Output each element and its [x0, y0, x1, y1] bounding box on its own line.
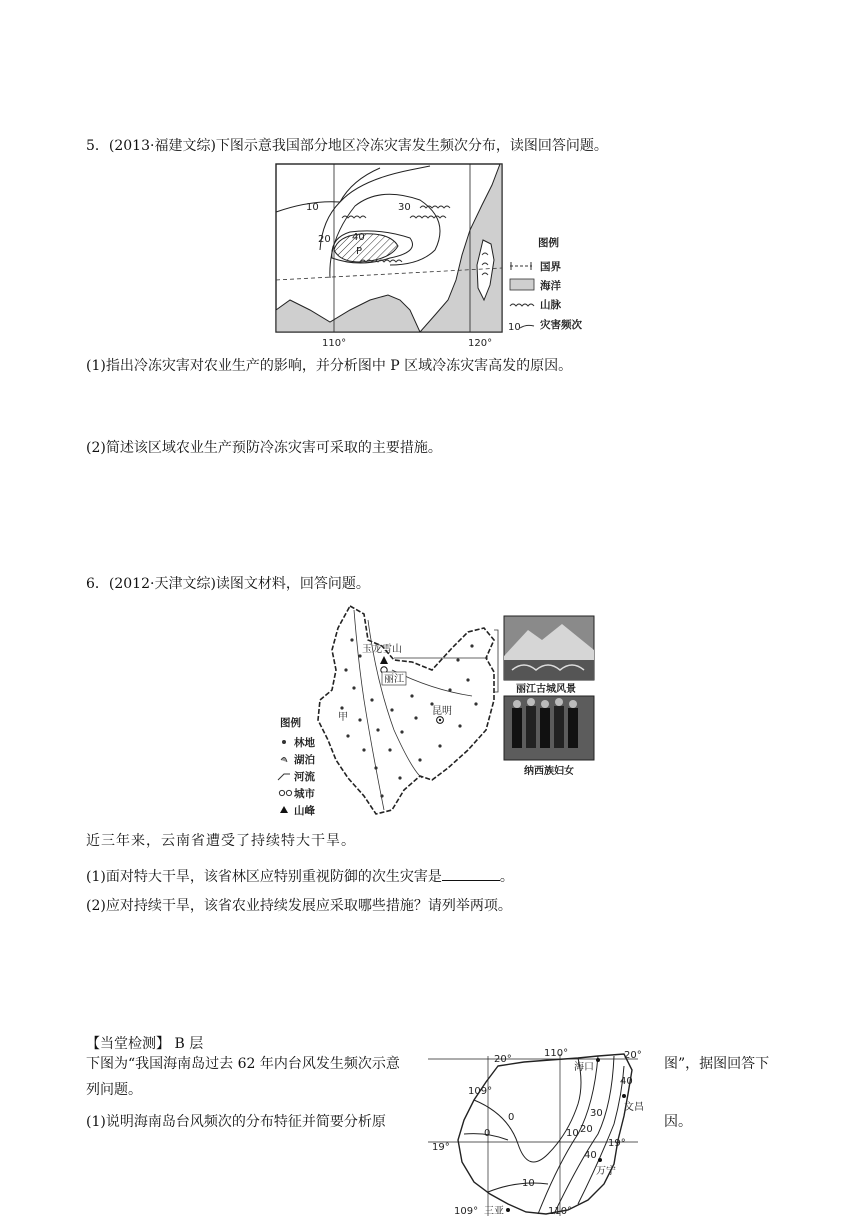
section-line3-left: (1)说明海南岛台风频次的分布特征并简要分析原: [86, 1114, 386, 1130]
lon-109-bottom: 109°: [454, 1206, 479, 1216]
legend-border: 国界: [540, 261, 561, 273]
legend-sample: 10: [508, 322, 521, 333]
contour-label-30: 30: [398, 202, 411, 213]
yunnan-outline: [318, 606, 494, 814]
lat-19-left: 19°: [432, 1142, 450, 1153]
contour-label-20: 20: [580, 1124, 593, 1135]
lijiang-photo: [504, 616, 594, 680]
city-sanya-label: 三亚: [484, 1206, 504, 1216]
photo1-caption: 丽江古城风景: [516, 684, 576, 695]
legend-title: 图例: [280, 717, 301, 729]
lat-20-right: 20°: [624, 1050, 642, 1061]
section-line1-left: 下图为“我国海南岛过去 62 年内台风发生频次示意: [86, 1056, 400, 1072]
lat-19-right: 19°: [608, 1138, 626, 1149]
q6-material: 近三年来，云南省遭受了持续特大干旱。: [86, 834, 356, 850]
section-header: 【当堂检测】 B 层: [86, 1036, 204, 1052]
sea-legend-icon: [510, 279, 534, 290]
legend-sea: 海洋: [540, 280, 561, 292]
contour-label-10b: 10: [522, 1178, 535, 1189]
city-haikou-icon: [596, 1058, 600, 1062]
cold-disaster-map: [270, 160, 610, 350]
peak-label: 玉龙雪山: [362, 644, 402, 655]
legend-frequency: 灾害频次: [540, 319, 582, 331]
lon-120: 120°: [468, 338, 493, 349]
city-wanning-label: 万宁: [596, 1166, 616, 1177]
naxi-women-photo: [504, 696, 594, 760]
contour-label-30: 30: [590, 1108, 603, 1119]
legend-forest: 林地: [294, 737, 315, 749]
lat-20-left: 20°: [494, 1054, 512, 1065]
city-haikou-label: 海口: [574, 1062, 594, 1073]
q5-sub2: (2)简述该区域农业生产预防冷冻灾害可采取的主要措施。: [86, 440, 442, 456]
contour-label-0a: 0: [508, 1112, 515, 1123]
q6-sub2: (2)应对持续干旱，该省农业持续发展应采取哪些措施？请列举两项。: [86, 898, 512, 914]
region-jia-label: 甲: [338, 712, 348, 723]
contour-label-20: 20: [318, 234, 331, 245]
region-p-label: P: [356, 246, 363, 257]
legend-title: 图例: [538, 237, 559, 249]
contour-label-40a: 40: [620, 1076, 633, 1087]
lon-109-top: 109°: [468, 1086, 493, 1097]
q6-sub1: [86, 866, 514, 887]
lon-110: 110°: [322, 338, 347, 349]
section-line3-right: 因。: [664, 1114, 692, 1130]
city-wanning-icon: [598, 1158, 602, 1162]
city-lijiang-label: 丽江: [384, 674, 404, 685]
contour-label-40b: 40: [584, 1150, 597, 1161]
city-wenchang-icon: [622, 1094, 626, 1098]
answer-blank[interactable]: [442, 866, 500, 881]
mountain-legend-icon: [510, 304, 534, 306]
legend-city: 城市: [294, 788, 315, 800]
contour-label-0b: 0: [484, 1128, 491, 1139]
contour-legend-icon: [520, 325, 534, 328]
contour-label-10: 10: [306, 202, 319, 213]
q6-sub1-text: (1)面对特大干旱，该省林区应特别重视防御的次生灾害是: [86, 869, 442, 885]
city-kunming-label: 昆明: [432, 706, 452, 717]
section-line1-right: 图”，据图回答下: [664, 1056, 770, 1072]
q6-sub1-end: 。: [499, 869, 514, 885]
legend-lake: 湖泊: [294, 754, 315, 766]
yunnan-map: [272, 600, 608, 822]
city-sanya-icon: [506, 1208, 510, 1212]
legend-mountain: 山脉: [540, 299, 561, 311]
lon-110-bottom: 110°: [548, 1206, 573, 1216]
photo2-caption: 纳西族妇女: [524, 766, 574, 777]
city-wenchang-label: 文昌: [624, 1102, 644, 1113]
contour-label-10a: 10: [566, 1128, 579, 1139]
section-line2: 列问题。: [86, 1082, 142, 1098]
legend-peak: 山峰: [294, 805, 315, 817]
q6-stem: 6．(2012·天津文综)读图文材料，回答问题。: [86, 576, 370, 592]
border-legend-icon: [510, 262, 532, 270]
lon-110-top: 110°: [544, 1048, 569, 1059]
q5-stem: 5．(2013·福建文综)下图示意我国部分地区冷冻灾害发生频次分布，读图回答问题。: [86, 138, 608, 154]
hainan-typhoon-map: [428, 1044, 654, 1216]
legend-river: 河流: [294, 771, 315, 783]
contour-label-40: 40: [352, 232, 365, 243]
q5-sub1: (1)指出冷冻灾害对农业生产的影响，并分析图中 P 区域冷冻灾害高发的原因。: [86, 358, 573, 374]
